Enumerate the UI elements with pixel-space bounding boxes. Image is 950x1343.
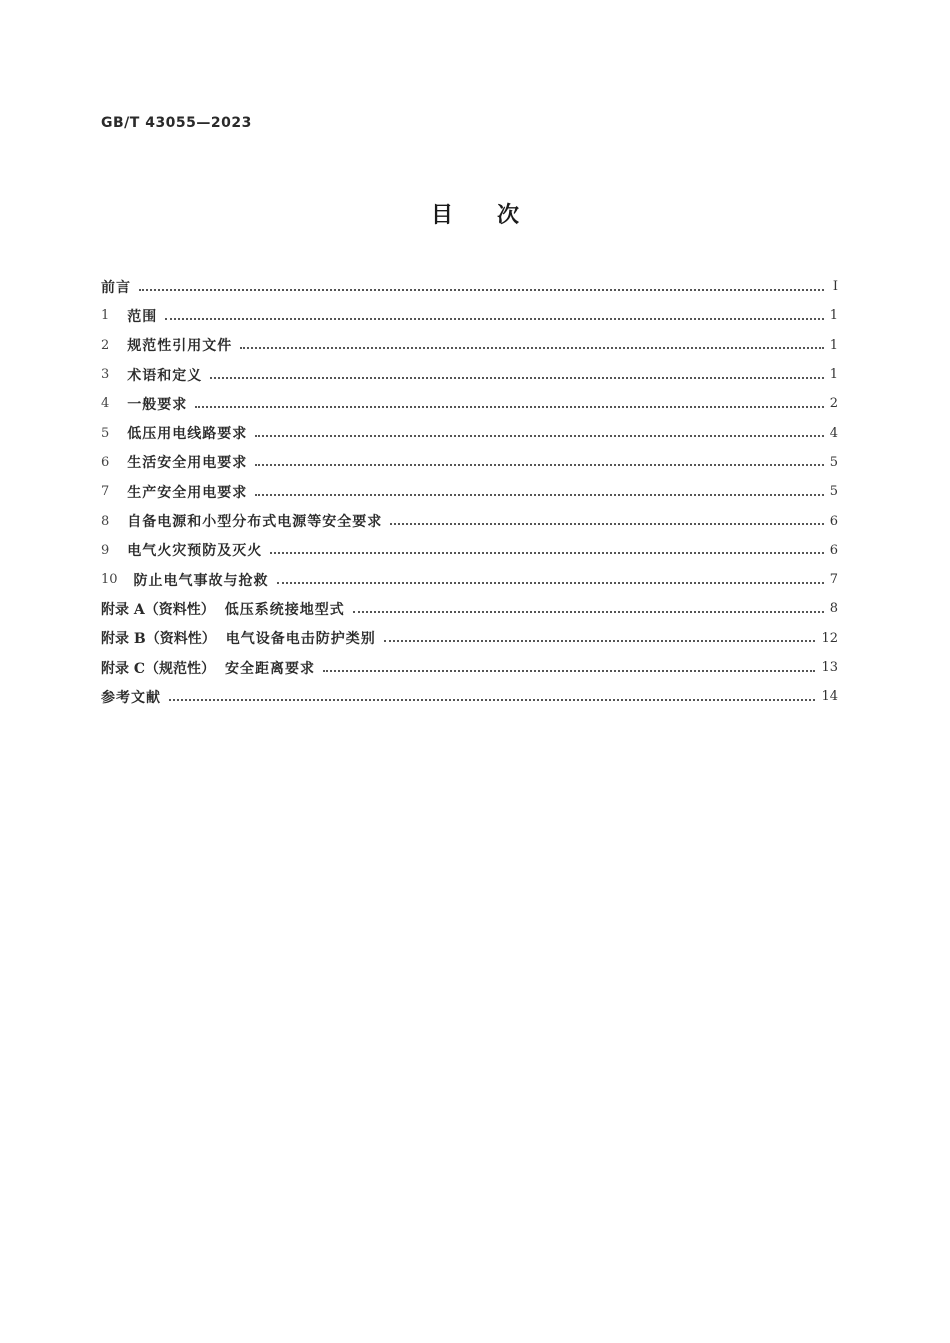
toc-entry[interactable] — [101, 360, 838, 389]
toc-entry-page: 1 — [829, 308, 838, 324]
toc-entry[interactable] — [101, 594, 838, 623]
toc-entry[interactable] — [101, 682, 838, 711]
toc-entry[interactable] — [101, 565, 838, 594]
dot-leader — [139, 289, 824, 291]
toc-entry-label: 电气设备电击防护类别 — [225, 631, 376, 648]
toc-entry-number: 4 — [101, 396, 110, 412]
toc-entry-label: 安全距离要求 — [225, 660, 316, 677]
toc-entry-label: 生活安全用电要求 — [127, 455, 248, 472]
dot-leader — [384, 640, 816, 642]
toc-entry[interactable] — [101, 624, 838, 653]
toc-entry-number: 附录 A（资料性） — [101, 601, 215, 618]
toc-entry-page: 4 — [829, 425, 838, 441]
dot-leader — [255, 435, 823, 437]
toc-entry-number: 5 — [101, 425, 110, 441]
dot-leader — [277, 582, 824, 584]
toc-entry[interactable] — [101, 272, 838, 301]
toc-entry-page: Ⅰ — [832, 279, 838, 295]
dot-leader — [195, 406, 823, 408]
toc-entry[interactable] — [101, 477, 838, 506]
toc-entry-label: 自备电源和小型分布式电源等安全要求 — [127, 514, 383, 531]
dot-leader — [169, 699, 815, 701]
toc-entry-number: 8 — [101, 513, 110, 529]
toc-entry-page: 1 — [829, 337, 838, 353]
dot-leader — [240, 347, 823, 349]
toc-entry-label: 术语和定义 — [127, 367, 203, 384]
toc-entry-page: 12 — [821, 630, 838, 646]
toc-entry-label: 规范性引用文件 — [127, 338, 233, 355]
toc-entry-page: 13 — [821, 660, 838, 675]
toc-entry-label: 生产安全用电要求 — [127, 484, 248, 501]
toc-entry-page: 7 — [829, 572, 838, 588]
toc-entry-number: 1 — [101, 308, 110, 324]
toc-entry[interactable] — [101, 448, 838, 477]
dot-leader — [165, 318, 823, 320]
dot-leader — [390, 523, 823, 525]
dot-leader — [353, 611, 824, 613]
toc-entry-page: 6 — [829, 513, 838, 529]
dot-leader — [255, 464, 823, 466]
document-number: GB/T 43055—2023 — [101, 115, 252, 131]
page-title: 目次 — [430, 203, 563, 228]
toc-entry[interactable] — [101, 506, 838, 535]
toc-entry-label: 前言 — [101, 279, 131, 296]
toc-entry-label: 范围 — [127, 308, 158, 325]
toc-entry[interactable] — [101, 389, 838, 418]
toc-entry-page: 1 — [829, 367, 838, 383]
toc-entry-page: 8 — [829, 601, 838, 617]
toc-entry-page: 5 — [829, 484, 838, 500]
toc-entry[interactable] — [101, 331, 838, 360]
toc-entry-page: 6 — [829, 542, 838, 558]
toc-entry-number: 3 — [101, 367, 110, 383]
toc-entry-label: 电气火灾预防及灭火 — [127, 543, 263, 560]
toc-entry-label: 低压系统接地型式 — [224, 601, 345, 618]
toc-entry-number: 7 — [101, 484, 110, 500]
toc-entry-label: 一般要求 — [127, 396, 188, 413]
table-of-contents — [101, 272, 838, 711]
toc-entry-page: 5 — [829, 454, 838, 470]
toc-entry-number: 附录 B（资料性） — [101, 631, 216, 648]
dot-leader — [323, 670, 815, 672]
dot-leader — [255, 494, 823, 496]
toc-entry[interactable] — [101, 653, 838, 682]
toc-entry-number: 10 — [101, 572, 118, 588]
toc-entry-page: 14 — [821, 689, 838, 705]
toc-entry-number: 附录 C（规范性） — [101, 660, 216, 677]
toc-entry-label: 防止电气事故与抢救 — [133, 572, 269, 589]
toc-entry-number: 6 — [101, 454, 110, 470]
toc-entry[interactable] — [101, 536, 838, 565]
toc-entry-number: 2 — [101, 337, 110, 353]
dot-leader — [210, 377, 823, 379]
toc-entry-page: 2 — [829, 396, 838, 412]
toc-entry-number: 9 — [101, 542, 110, 558]
toc-entry-label: 参考文献 — [101, 689, 161, 706]
dot-leader — [270, 552, 823, 554]
toc-entry[interactable] — [101, 418, 838, 447]
toc-entry[interactable] — [101, 301, 838, 330]
toc-entry-label: 低压用电线路要求 — [127, 426, 248, 443]
